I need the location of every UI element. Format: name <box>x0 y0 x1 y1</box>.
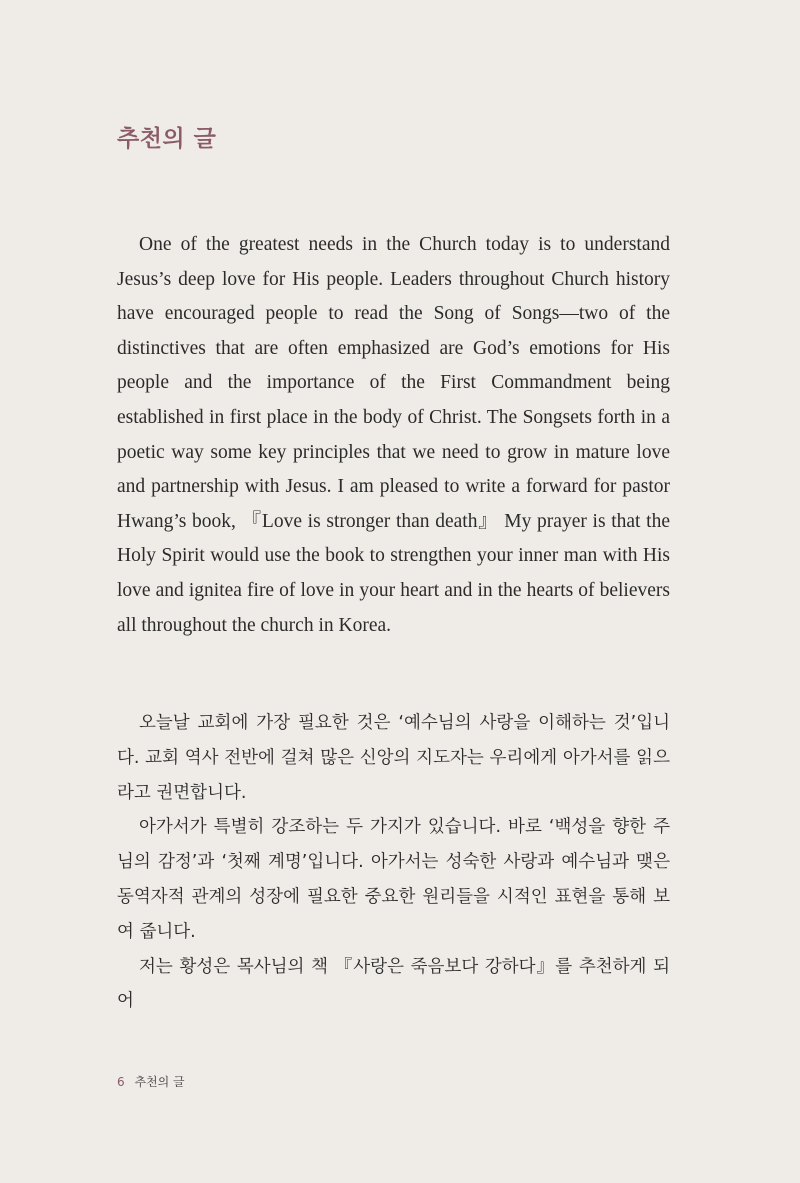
footer-section-title: 추천의 글 <box>134 1075 185 1089</box>
page-number: 6 <box>117 1075 125 1089</box>
english-paragraph: One of the greatest needs in the Church today is to understand Jesus’s deep love for His people. Leaders throughout Church history have encouraged people to read the Song of Songs—two of the distinctives that are often emphasized are God’s emotions for His people and the importance of the First Commandment being established in first place in the body of Christ. The Songsets forth in a poetic way some key principles that we need to grow in mature love and partnership with Jesus. I am pleased to write a forward for pastor Hwang’s book, 『Love is stronger than death』 My prayer is that the Holy Spirit would use the book to strengthen your inner man with His love and ignitea fire of love in your heart and in the hearts of believers all throughout the church in Korea. <box>117 234 670 636</box>
korean-paragraph: 아가서가 특별히 강조하는 두 가지가 있습니다. 바로 ‘백성을 향한 주님의 감정’과 ‘첫째 계명’입니다. 아가서는 성숙한 사랑과 예수님과 맺은 동역자적 관계의 성장에 필요한 중요한 원리들을 시적인 표현을 통해 보여 줍니다. <box>117 817 670 942</box>
korean-paragraph: 저는 황성은 목사님의 책 『사랑은 죽음보다 강하다』를 추천하게 되어 <box>117 956 670 1012</box>
page-title: 추천의 글 <box>117 126 217 152</box>
page-footer <box>117 1073 185 1090</box>
korean-paragraph: 오늘날 교회에 가장 필요한 것은 ‘예수님의 사랑을 이해하는 것’입니다. 교회 역사 전반에 걸쳐 많은 신앙의 지도자는 우리에게 아가서를 읽으라고 권면합니다. <box>117 713 670 803</box>
korean-text <box>117 706 670 1019</box>
